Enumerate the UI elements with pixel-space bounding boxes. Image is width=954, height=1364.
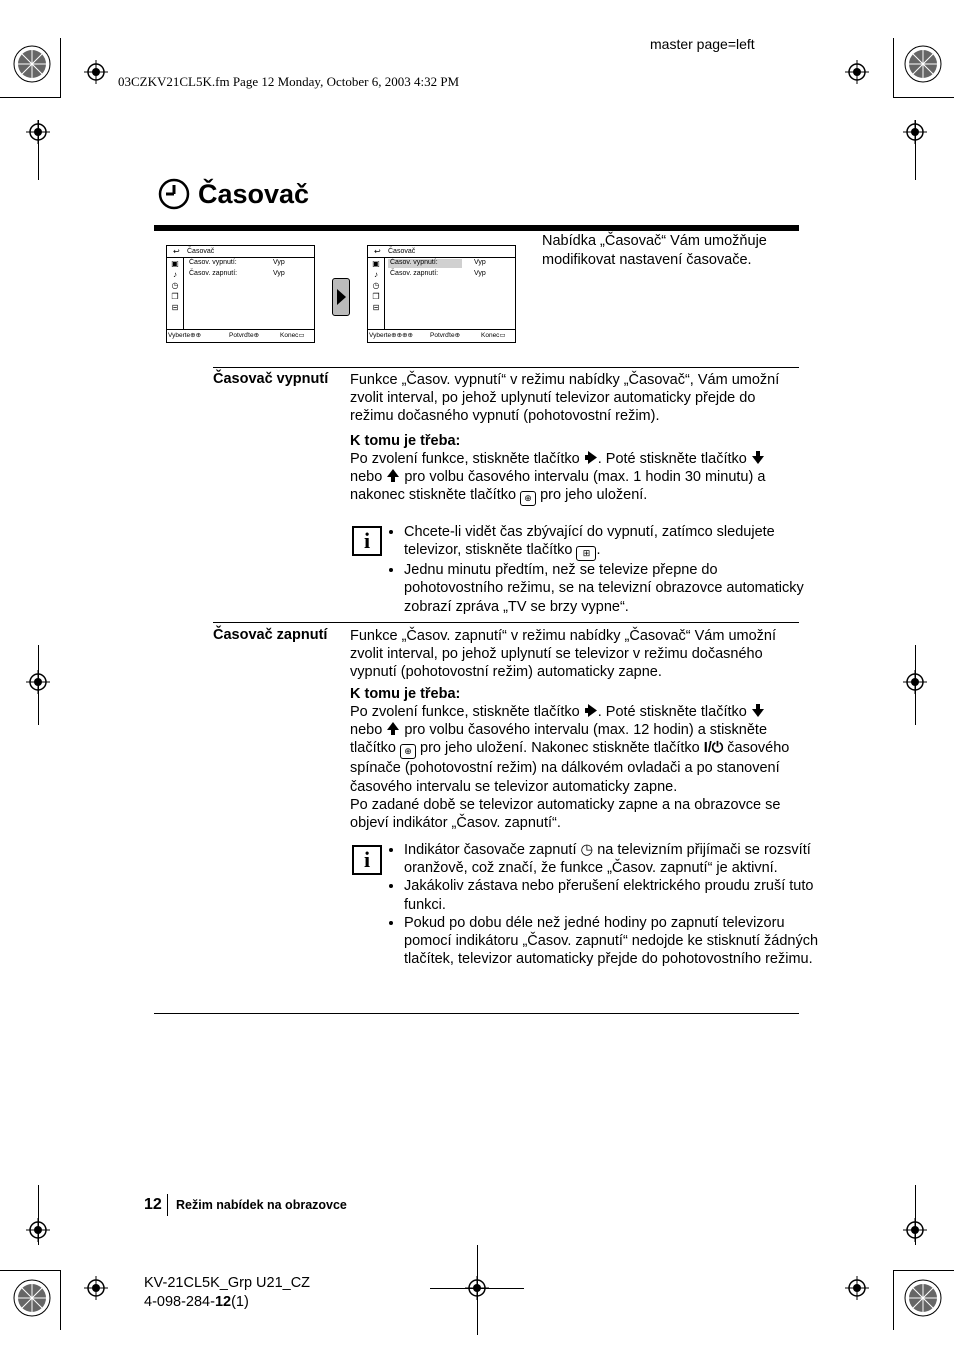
registration-crosshair-icon — [903, 670, 927, 694]
registration-crosshair-icon — [845, 60, 869, 84]
model-line-2: 4-098-284-12(1) — [144, 1294, 249, 1310]
registration-crosshair-icon — [903, 1218, 927, 1242]
footer-section-title: Režim nabídek na obrazovce — [176, 1198, 347, 1212]
section-off-timer-notes — [386, 523, 819, 616]
menu-key-icon: ▭ — [298, 332, 305, 339]
ok-button-icon: ⊕ — [520, 491, 536, 506]
title-rule — [154, 225, 799, 231]
page-number: 12 — [144, 1196, 162, 1213]
picture-icon: ▣ — [171, 259, 179, 268]
section-bottom-rule — [154, 1013, 799, 1014]
footer-select-label: Vyberte — [369, 332, 392, 339]
setup-icon: ❐ — [372, 292, 380, 301]
arrow-up-icon — [386, 468, 400, 483]
registration-crosshair-icon — [84, 1276, 108, 1300]
model-info — [144, 1274, 310, 1312]
menu-row-label: Časov. vypnutí: — [390, 259, 438, 266]
menu-key-icon: ▭ — [499, 332, 506, 339]
clock-icon — [158, 178, 190, 210]
sound-note-icon: ♪ — [374, 270, 378, 279]
timer-indicator-icon: ◷ — [580, 842, 594, 858]
file-info: 03CZKV21CL5K.fm Page 12 Monday, October 6, 2003 4:32 PM — [118, 74, 460, 89]
section-on-timer-steps: Po zvolení funkce, stiskněte tlačítko . Poté stiskněte tlačítko nebo pro volbu časového intervalu (max. 12 hodin) a stiskněte tlačítko ⊕ pro jeho uložení. Nakonec stiskněte tlačítko I/⏻ časového spínače (pohotovostní režim) na dálkovém ovladači a po stanovení časového intervalu se televizor automaticky zapne. Po zadané době se televizor automaticky zapne a na obrazovce se objeví indikátor „Časov. zapnutí“. — [350, 704, 790, 832]
list-item: • Pokud po dobu déle než jedné hodiny po zapnutí televizoru pomocí indikátoru „Časov. zapnutí“ nedojde ke stisknutí žádných tlačítek, televizor automaticky přejde do pohotovostního režimu. — [404, 914, 819, 969]
menu-row-value: Vyp — [474, 270, 486, 277]
return-icon: ↩ — [374, 247, 381, 256]
sound-note-icon: ♪ — [173, 270, 177, 279]
registration-crosshair-icon — [845, 1276, 869, 1300]
section-off-timer-steps: Po zvolení funkce, stiskněte tlačítko . Poté stiskněte tlačítko nebo pro volbu časového intervalu (max. 1 hodin 30 minutu) a nakonec stiskněte tlačítko ⊕ pro jeho uložení. — [350, 450, 800, 506]
section-off-timer-subhead: K tomu je třeba: — [350, 433, 461, 449]
footer-exit-label: Konec — [280, 332, 299, 339]
menu-title: Časovač — [187, 248, 215, 255]
intro-text: Nabídka „Časovač“ Vám umožňuje modifikovat nastavení časovače. — [542, 233, 767, 268]
section-divider — [213, 622, 799, 623]
registration-crosshair-icon — [84, 60, 108, 84]
ok-icon: ⊕ — [454, 332, 461, 339]
arrow-right-icon — [584, 450, 598, 465]
ok-icon: ⊕ — [253, 332, 260, 339]
return-icon: ↩ — [173, 247, 180, 256]
menu-row-label: Časov. vypnutí: — [189, 259, 237, 266]
list-item: • Chcete-li vidět čas zbývající do vypnutí, zatímco sledujete televizor, stiskněte tlačítko ⊞ . — [404, 523, 819, 561]
display-button-icon: ⊞ — [576, 546, 596, 561]
menu-screen-after — [367, 245, 516, 343]
footer-confirm-label: Potvrďte — [430, 332, 455, 339]
registration-crosshair-icon — [26, 1218, 50, 1242]
timer-clock-icon: ◷ — [171, 281, 179, 290]
menu-row-value: Vyp — [474, 259, 486, 266]
next-step-arrow — [332, 278, 350, 316]
menu-row-label: Časov. zapnutí: — [189, 270, 238, 277]
arrow-right-icon — [335, 288, 347, 306]
registration-crosshair-icon — [903, 120, 927, 144]
footer-separator — [167, 1194, 168, 1216]
picture-icon: ▣ — [372, 259, 380, 268]
info-icon: i — [352, 845, 382, 875]
menu-row-label: Časov. zapnutí: — [390, 270, 439, 277]
section-on-timer-desc: Funkce „Časov. zapnutí“ v režimu nabídky „Časovač“ Vám umožní zvolit interval, po jehož uplynutí se televizor v režimu dočasného vypnutí (pohotovostní režim) automaticky zapne. — [350, 628, 777, 681]
master-page-label: master page=left — [650, 36, 755, 52]
footer-select-label: Vyberte — [168, 332, 191, 339]
list-item: • Jakákoliv zástava nebo přerušení elektrického proudu zruší tuto funkci. — [404, 877, 819, 913]
section-label-off-timer: Časovač vypnutí — [213, 371, 329, 387]
section-label-on-timer: Časovač zapnutí — [213, 627, 328, 643]
nav-arrows-icon: ⊕⊕⊕⊕ — [391, 332, 413, 339]
registration-crosshair-icon — [26, 670, 50, 694]
registration-sun-icon — [12, 44, 52, 84]
menu-row-value: Vyp — [273, 259, 285, 266]
preset-icon: ⊟ — [171, 303, 179, 312]
standby-power-icon: I/⏻ — [703, 740, 724, 757]
section-on-timer-subhead: K tomu je třeba: — [350, 686, 461, 702]
arrow-down-icon — [751, 703, 765, 718]
registration-sun-icon — [903, 44, 943, 84]
center-crop-line — [477, 1245, 478, 1335]
preset-icon: ⊟ — [372, 303, 380, 312]
arrow-up-icon — [386, 721, 400, 736]
section-on-timer-notes — [386, 841, 819, 968]
registration-sun-icon — [12, 1278, 52, 1318]
registration-sun-icon — [903, 1278, 943, 1318]
page-title-text: Časovač — [198, 178, 310, 209]
ok-button-icon: ⊕ — [400, 744, 416, 759]
footer-exit-label: Konec — [481, 332, 500, 339]
section-off-timer-desc: Funkce „Časov. vypnutí“ v režimu nabídky „Časovač“, Vám umožní zvolit interval, po jehož uplynutí televizor automaticky přejde do režimu dočasného vypnutí (pohotovostní režim). — [350, 372, 780, 425]
menu-screen-before — [166, 245, 315, 343]
arrow-right-icon — [584, 703, 598, 718]
setup-icon: ❐ — [171, 292, 179, 301]
list-item: • Indikátor časovače zapnutí ◷ na televizním přijímači se rozsvítí oranžově, což značí, že funkce „Časov. zapnutí“ je aktivní. — [404, 841, 819, 877]
nav-arrows-icon: ⊕⊕ — [190, 332, 202, 339]
menu-row-value: Vyp — [273, 270, 285, 277]
page-title — [158, 178, 309, 210]
menu-title: Časovač — [388, 248, 416, 255]
section-divider — [213, 367, 799, 368]
arrow-down-icon — [751, 450, 765, 465]
footer-confirm-label: Potvrďte — [229, 332, 254, 339]
timer-clock-icon: ◷ — [372, 281, 380, 290]
info-icon: i — [352, 526, 382, 556]
list-item: • Jednu minutu předtím, než se televize přepne do pohotovostního režimu, se na televizní obrazovce automaticky zobrazí zpráva „TV se brzy vypne“. — [404, 561, 819, 616]
model-line-1: KV-21CL5K_Grp U21_CZ — [144, 1275, 311, 1291]
registration-crosshair-icon — [26, 120, 50, 144]
